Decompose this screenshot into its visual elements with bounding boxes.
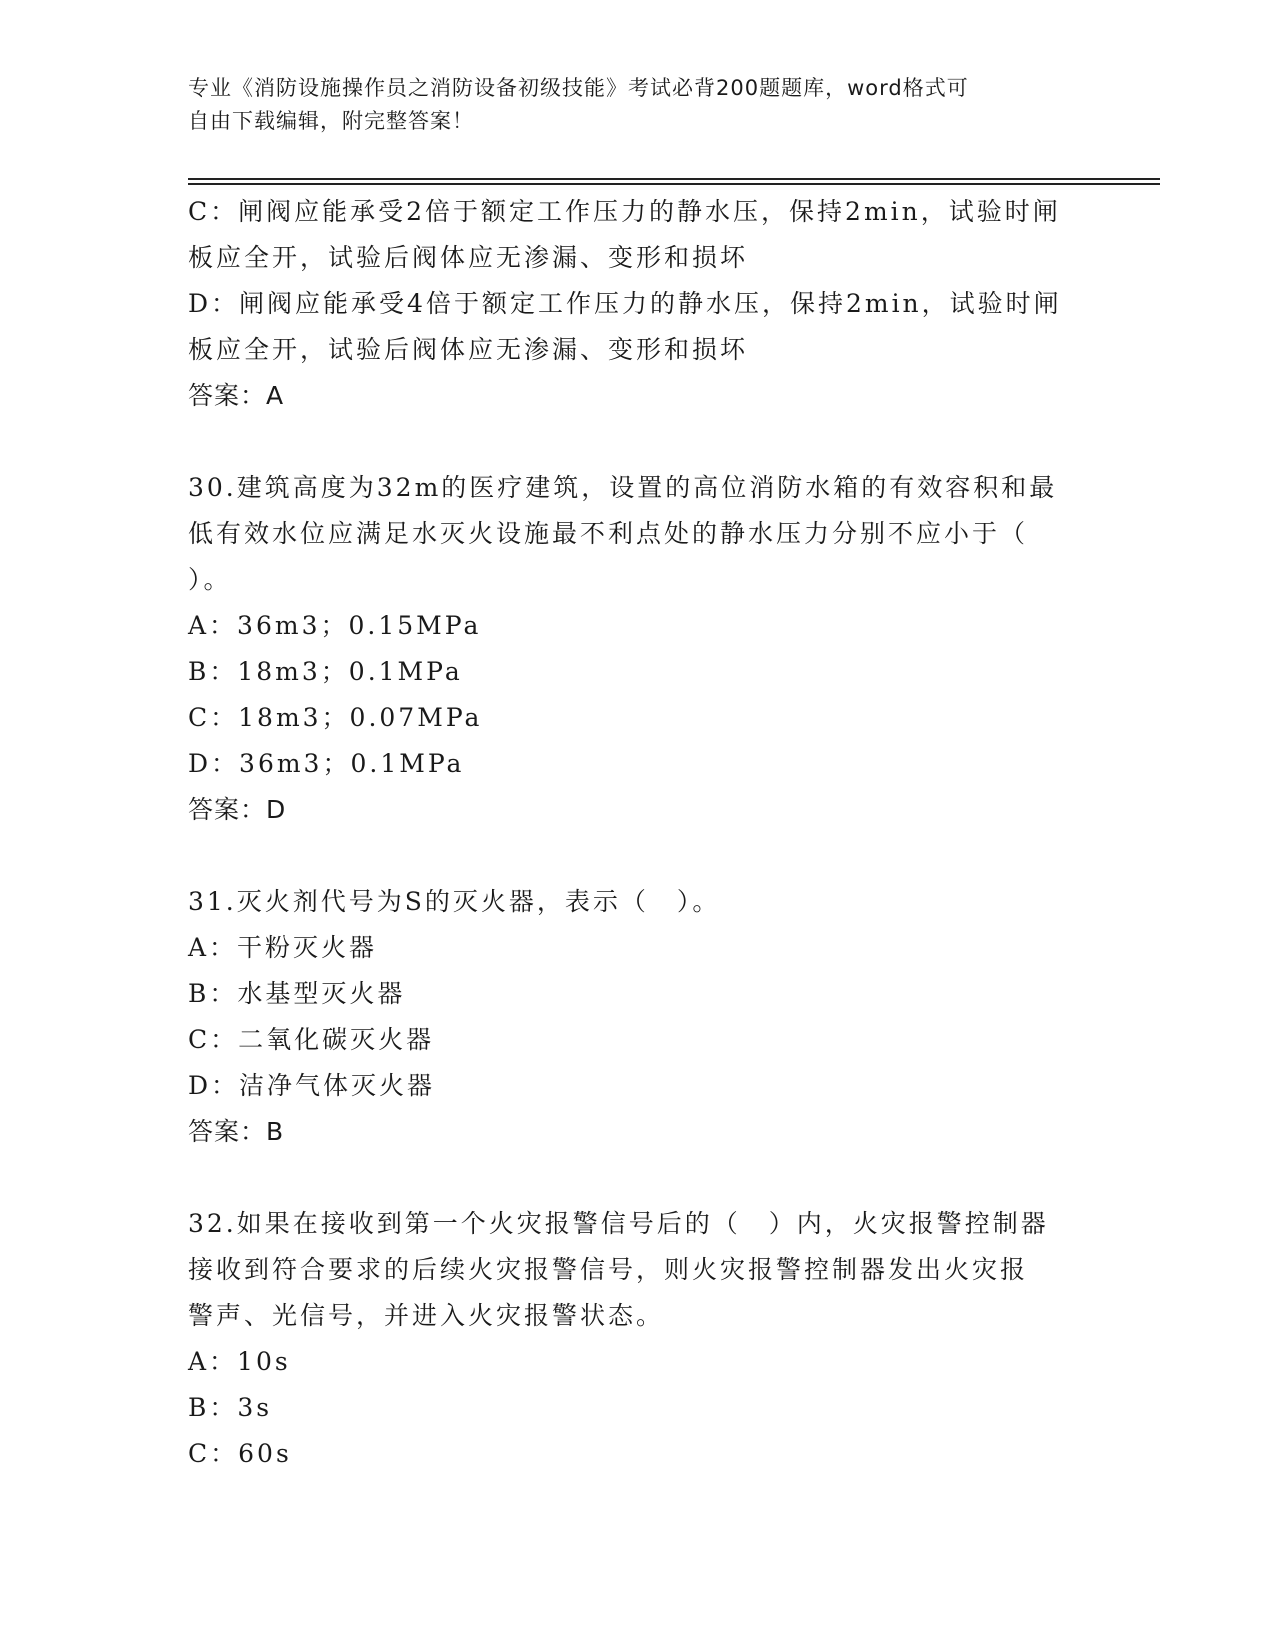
question-31 — [188, 879, 1088, 1155]
option-d-line-1: D：闸阀应能承受4倍于额定工作压力的静水压，保持2min，试验时闸 — [188, 289, 1062, 318]
question-32-option-a: A：10s — [188, 1347, 291, 1376]
question-31-option-c: C：二氧化碳灭火器 — [188, 1025, 435, 1054]
header-line-2: 自由下载编辑，附完整答案！ — [188, 109, 474, 133]
question-32-stem-line-1: 32.如果在接收到第一个火灾报警信号后的（ ）内，火灾报警控制器 — [188, 1209, 1049, 1238]
option-c-line-2: 板应全开，试验后阀体应无渗漏、变形和损坏 — [188, 243, 749, 272]
question-31-stem-line-1: 31.灭火剂代号为S的灭火器，表示（ ）。 — [188, 887, 721, 916]
header-rule-bottom — [188, 183, 1160, 185]
option-c-line-1: C：闸阀应能承受2倍于额定工作压力的静水压，保持2min，试验时闸 — [188, 197, 1061, 226]
question-32-option-c: C：60s — [188, 1439, 292, 1468]
question-32 — [188, 1201, 1088, 1477]
question-30-stem-line-1: 30.建筑高度为32m的医疗建筑，设置的高位消防水箱的有效容积和最 — [188, 473, 1058, 502]
spacer — [188, 1155, 1088, 1201]
question-29-continued — [188, 189, 1088, 419]
document-body — [188, 189, 1088, 1477]
question-31-option-d: D：洁净气体灭火器 — [188, 1071, 436, 1100]
question-30-option-d: D：36m3；0.1MPa — [188, 749, 465, 778]
question-30-stem-line-3: ）。 — [188, 565, 232, 594]
question-30-option-a: A：36m3；0.15MPa — [188, 611, 482, 640]
spacer — [188, 833, 1088, 879]
question-32-option-b: B：3s — [188, 1393, 273, 1422]
question-31-option-a: A：干粉灭火器 — [188, 933, 378, 962]
question-32-stem-line-2: 接收到符合要求的后续火灾报警信号，则火灾报警控制器发出火灾报 — [188, 1255, 1029, 1284]
header-line-1: 专业《消防设施操作员之消防设备初级技能》考试必背200题题库，word格式可 — [188, 76, 969, 100]
answer-29: 答案：A — [188, 381, 285, 410]
option-d-line-2: 板应全开，试验后阀体应无渗漏、变形和损坏 — [188, 335, 749, 364]
question-30 — [188, 465, 1088, 833]
question-30-option-c: C：18m3；0.07MPa — [188, 703, 483, 732]
spacer — [188, 419, 1088, 465]
question-30-option-b: B：18m3；0.1MPa — [188, 657, 463, 686]
answer-30: 答案：D — [188, 795, 287, 824]
question-31-option-b: B：水基型灭火器 — [188, 979, 406, 1008]
answer-31: 答案：B — [188, 1117, 285, 1146]
question-30-stem-line-2: 低有效水位应满足水灭火设施最不利点处的静水压力分别不应小于（ — [188, 519, 1029, 548]
header-rule-top — [188, 178, 1160, 180]
question-32-stem-line-3: 警声、光信号，并进入火灾报警状态。 — [188, 1301, 665, 1330]
document-header — [188, 72, 1068, 138]
